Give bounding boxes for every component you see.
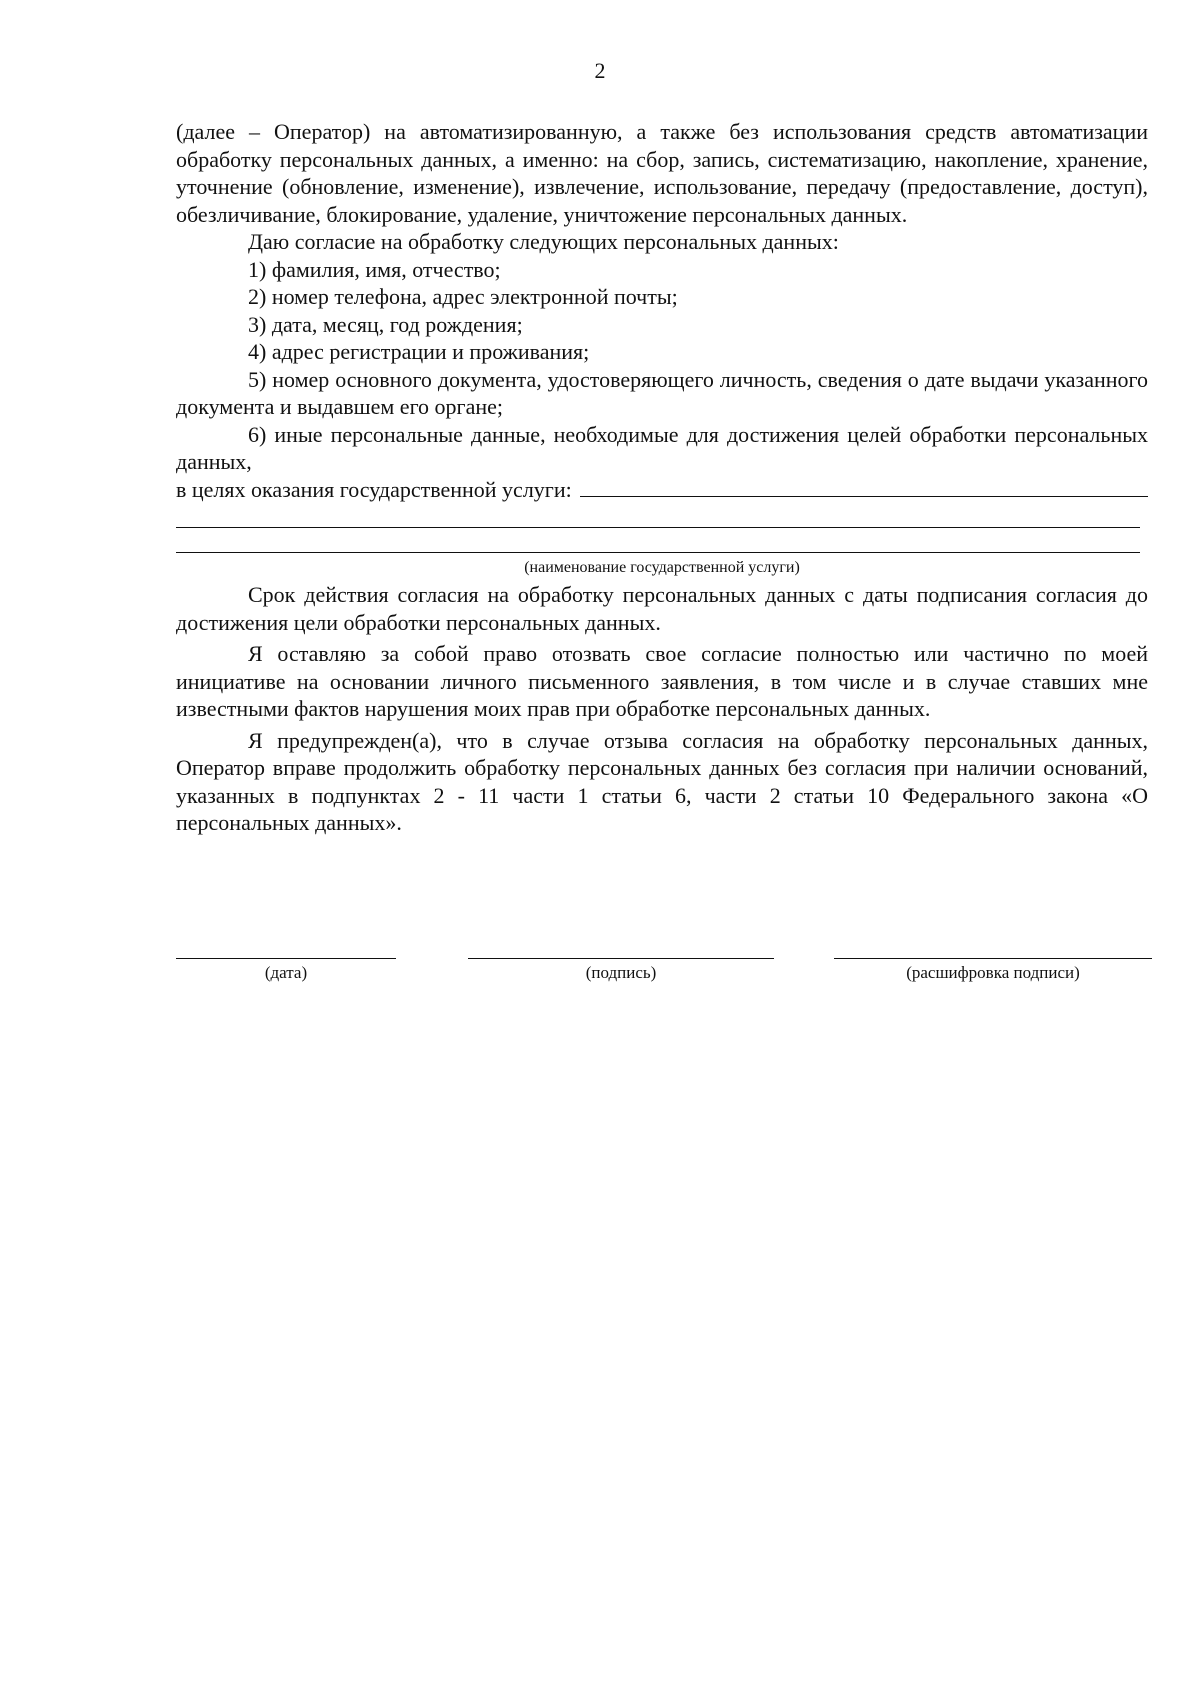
- list-item: 3) дата, месяц, год рождения;: [248, 311, 523, 337]
- validity-paragraph: Срок действия согласия на обработку персональных данных с даты подписания согласия до достижения цели обработки персональных данных.: [176, 582, 1148, 635]
- signature-field: [468, 950, 774, 983]
- intro-paragraph: (далее – Оператор) на автоматизированную, а также без использования средств автоматизации обработку персональных данных, а именно: на сбор, запись, систематизацию, накопление, хранение, уточнение (обновление, изменение), извлечение, использование, передачу (предоставление, доступ), обезличивание, блокирование, удаление, уничтожение персональных данных.: [176, 119, 1148, 227]
- document-body: [176, 118, 1148, 837]
- revoke-paragraph: Я оставляю за собой право отозвать свое согласие полностью или частично по моей инициативе на основании личного письменного заявления, в том числе и в случае ставших мне известными фактов нарушения моих прав при обработке персональных данных.: [176, 641, 1148, 721]
- date-field: [176, 950, 396, 983]
- date-caption: (дата): [264, 963, 308, 982]
- signature-caption: (подпись): [585, 963, 657, 982]
- service-field-row: [176, 476, 1148, 504]
- service-blank-line[interactable]: [176, 503, 1140, 528]
- service-label: в целях оказания государственной услуги:: [176, 476, 572, 502]
- warning-paragraph: Я предупрежден(а), что в случае отзыва согласия на обработку персональных данных, Оператор вправе продолжить обработку персональных данных без согласия при наличии оснований, указанных в подпунктах 2 - 11 части 1 статьи 6, части 2 статьи 10 Федерального закона «О персональных данных».: [176, 727, 1148, 835]
- list-item: 6) иные персональные данные, необходимые для достижения целей обработки персональных данных,: [176, 421, 1148, 474]
- list-item: 2) номер телефона, адрес электронной почты;: [248, 284, 678, 309]
- date-line[interactable]: [176, 950, 396, 959]
- name-line[interactable]: [834, 950, 1152, 959]
- service-fill-line[interactable]: [580, 496, 1148, 497]
- service-caption: (наименование государственной услуги): [524, 559, 800, 576]
- signature-line[interactable]: [468, 950, 774, 959]
- list-item: 5) номер основного документа, удостоверяющего личность, сведения о дате выдачи указанного документа и выдавшем его органе;: [176, 366, 1148, 419]
- page-number: 2: [594, 58, 606, 83]
- name-caption: (расшифровка подписи): [906, 963, 1080, 982]
- list-item: 1) фамилия, имя, отчество;: [248, 256, 501, 282]
- service-blank-line[interactable]: [176, 528, 1140, 553]
- list-item: 4) адрес регистрации и проживания;: [248, 339, 590, 364]
- consent-heading: Даю согласие на обработку следующих персональных данных:: [248, 229, 839, 254]
- signature-block: [0, 950, 1200, 1010]
- name-field: [834, 950, 1152, 983]
